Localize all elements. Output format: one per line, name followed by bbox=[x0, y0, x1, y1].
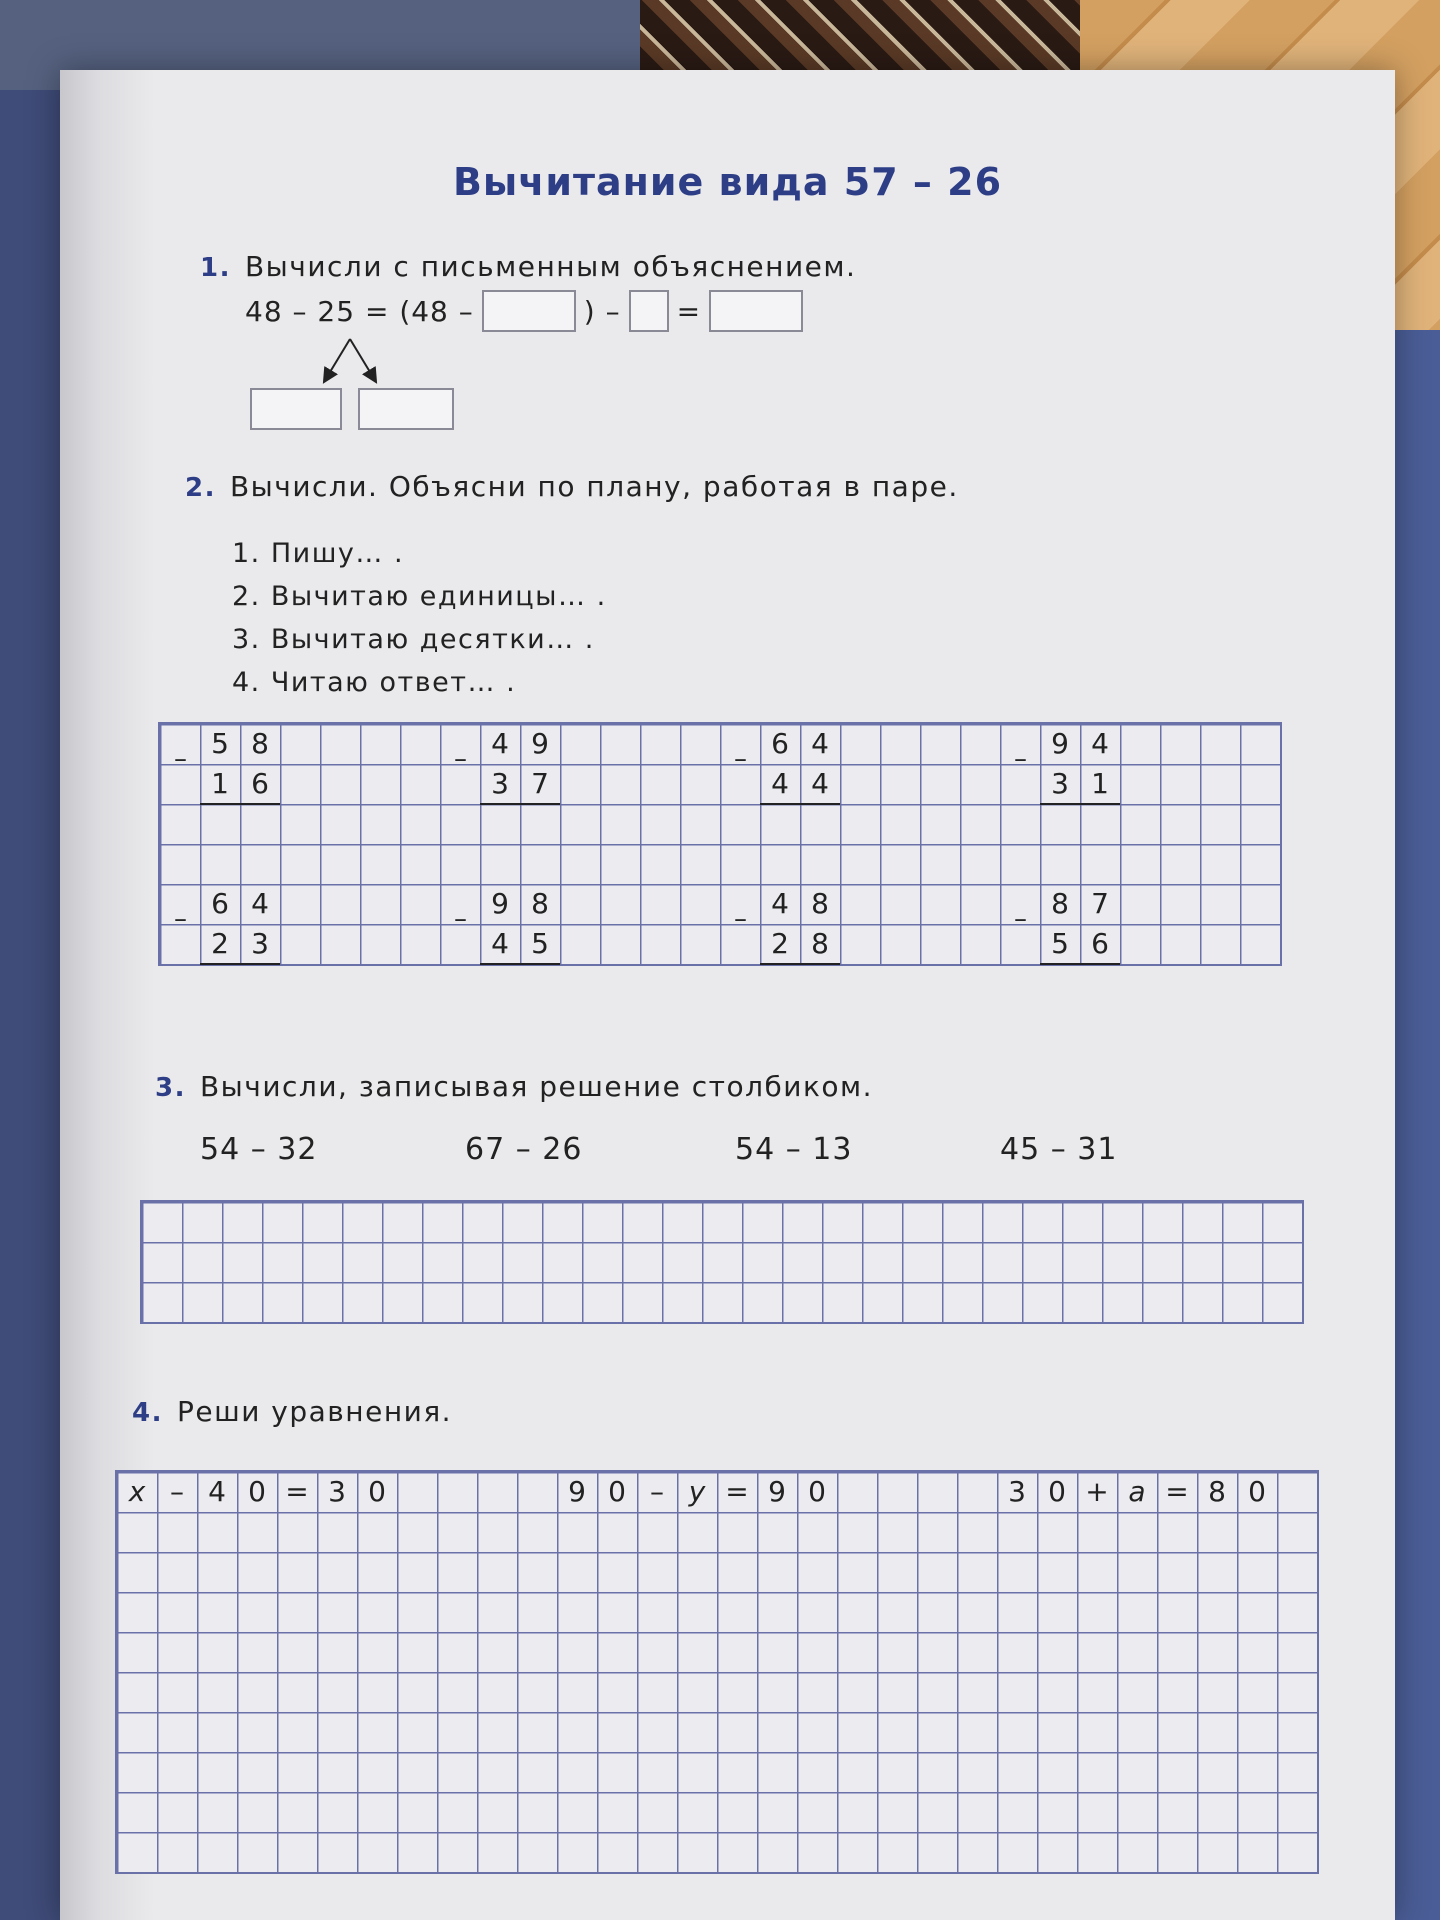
minuend-digit: 4 bbox=[251, 887, 269, 920]
equation-symbol: = bbox=[285, 1475, 309, 1508]
subtrahend-digit: 3 bbox=[1051, 767, 1069, 800]
minus-sign: – bbox=[1014, 904, 1027, 934]
minuend-digit: 6 bbox=[771, 727, 789, 760]
minuend-digit: 8 bbox=[251, 727, 269, 760]
expression-close: ) – bbox=[583, 294, 621, 328]
column-underline bbox=[200, 803, 280, 805]
expression-left: 48 – 25 = (48 – bbox=[245, 294, 474, 328]
minus-sign: – bbox=[734, 744, 747, 774]
minuend-digit: 8 bbox=[1051, 887, 1069, 920]
subtrahend-digit: 2 bbox=[211, 927, 229, 960]
subtrahend-digit: 3 bbox=[251, 927, 269, 960]
minus-sign: – bbox=[1014, 744, 1027, 774]
minuend-digit: 4 bbox=[771, 887, 789, 920]
equation-symbol: 3 bbox=[1008, 1475, 1026, 1508]
equation-symbol: 3 bbox=[328, 1475, 346, 1508]
minuend-digit: 9 bbox=[531, 727, 549, 760]
equation-symbol: x bbox=[128, 1475, 146, 1508]
example-3: 54 – 13 bbox=[735, 1132, 853, 1167]
column-underline bbox=[480, 803, 560, 805]
subtrahend-digit: 2 bbox=[771, 927, 789, 960]
equation-symbol: + bbox=[1085, 1475, 1109, 1508]
task-2-number: 2. bbox=[185, 473, 216, 503]
task-1-number: 1. bbox=[200, 253, 231, 283]
minuend-digit: 8 bbox=[811, 887, 829, 920]
column-underline bbox=[1040, 963, 1120, 965]
task-1-heading bbox=[200, 250, 856, 283]
minuend-digit: 7 bbox=[1091, 887, 1109, 920]
subtrahend-digit: 8 bbox=[811, 927, 829, 960]
minus-sign: – bbox=[734, 904, 747, 934]
plan-step-3: 3. Вычитаю десятки… . bbox=[232, 624, 595, 655]
equation-symbol: – bbox=[650, 1475, 664, 1508]
equation-symbol: 4 bbox=[208, 1475, 226, 1508]
workbook-page bbox=[60, 70, 1395, 1920]
task-4-number: 4. bbox=[132, 1398, 163, 1428]
expression-equals: = bbox=[676, 294, 702, 328]
task-3-grid[interactable] bbox=[140, 1200, 1304, 1324]
minuend-digit: 8 bbox=[531, 887, 549, 920]
example-1: 54 – 32 bbox=[200, 1132, 318, 1167]
column-underline bbox=[1040, 803, 1120, 805]
answer-box-3[interactable] bbox=[709, 290, 803, 332]
subtrahend-digit: 4 bbox=[771, 767, 789, 800]
subtrahend-digit: 4 bbox=[811, 767, 829, 800]
equation-symbol: = bbox=[1165, 1475, 1189, 1508]
task-4-text: Реши уравнения. bbox=[176, 1395, 453, 1428]
task-2-text: Вычисли. Объясни по плану, работая в паре. bbox=[229, 470, 959, 503]
task-2-heading bbox=[185, 470, 959, 503]
equation-symbol: – bbox=[170, 1475, 184, 1508]
subtrahend-digit: 7 bbox=[531, 767, 549, 800]
minuend-digit: 4 bbox=[1091, 727, 1109, 760]
equation-symbol: 8 bbox=[1208, 1475, 1226, 1508]
equation-symbol: 9 bbox=[568, 1475, 586, 1508]
equation-symbol: 0 bbox=[608, 1475, 626, 1508]
column-underline bbox=[200, 963, 280, 965]
equation-symbol: 9 bbox=[768, 1475, 786, 1508]
task-1-text: Вычисли с письменным объяснением. bbox=[244, 250, 857, 283]
subtrahend-digit: 6 bbox=[251, 767, 269, 800]
subtrahend-digit: 6 bbox=[1091, 927, 1109, 960]
plan-step-1: 1. Пишу… . bbox=[232, 538, 405, 569]
subtrahend-digit: 1 bbox=[211, 767, 229, 800]
task-3-heading bbox=[155, 1070, 873, 1103]
task-2-plan bbox=[232, 532, 607, 704]
equation-symbol: = bbox=[725, 1475, 749, 1508]
task-4-heading bbox=[132, 1395, 452, 1428]
answer-box-2[interactable] bbox=[629, 290, 669, 332]
equation-symbol: 0 bbox=[368, 1475, 386, 1508]
example-4: 45 – 31 bbox=[1000, 1132, 1118, 1167]
column-underline bbox=[760, 803, 840, 805]
answer-box-1[interactable] bbox=[482, 290, 576, 332]
subtrahend-digit: 5 bbox=[531, 927, 549, 960]
minus-sign: – bbox=[174, 744, 187, 774]
minuend-digit: 4 bbox=[491, 727, 509, 760]
minus-sign: – bbox=[454, 904, 467, 934]
split-box-1[interactable] bbox=[250, 388, 342, 430]
task-1-expression bbox=[245, 290, 811, 332]
task-3-number: 3. bbox=[155, 1073, 186, 1103]
task-3-text: Вычисли, записывая решение столбиком. bbox=[199, 1070, 874, 1103]
equation-symbol: 0 bbox=[1048, 1475, 1066, 1508]
split-arrows-icon bbox=[315, 335, 395, 395]
minuend-digit: 5 bbox=[211, 727, 229, 760]
minuend-digit: 6 bbox=[211, 887, 229, 920]
minuend-digit: 9 bbox=[491, 887, 509, 920]
minuend-digit: 4 bbox=[811, 727, 829, 760]
task-2-grid[interactable] bbox=[158, 722, 1282, 966]
task-4-grid[interactable] bbox=[115, 1470, 1319, 1874]
minuend-digit: 9 bbox=[1051, 727, 1069, 760]
minus-sign: – bbox=[174, 904, 187, 934]
equation-symbol: a bbox=[1128, 1475, 1146, 1508]
subtrahend-digit: 3 bbox=[491, 767, 509, 800]
column-underline bbox=[760, 963, 840, 965]
plan-step-4: 4. Читаю ответ… . bbox=[232, 667, 517, 698]
equation-symbol: y bbox=[688, 1475, 706, 1508]
subtrahend-digit: 5 bbox=[1051, 927, 1069, 960]
column-underline bbox=[480, 963, 560, 965]
split-box-2[interactable] bbox=[358, 388, 454, 430]
equation-symbol: 0 bbox=[248, 1475, 266, 1508]
subtrahend-digit: 4 bbox=[491, 927, 509, 960]
minus-sign: – bbox=[454, 744, 467, 774]
page-title: Вычитание вида 57 – 26 bbox=[452, 160, 1003, 204]
plan-step-2: 2. Вычитаю единицы… . bbox=[232, 581, 607, 612]
example-2: 67 – 26 bbox=[465, 1132, 583, 1167]
subtrahend-digit: 1 bbox=[1091, 767, 1109, 800]
equation-symbol: 0 bbox=[1248, 1475, 1266, 1508]
equation-symbol: 0 bbox=[808, 1475, 826, 1508]
